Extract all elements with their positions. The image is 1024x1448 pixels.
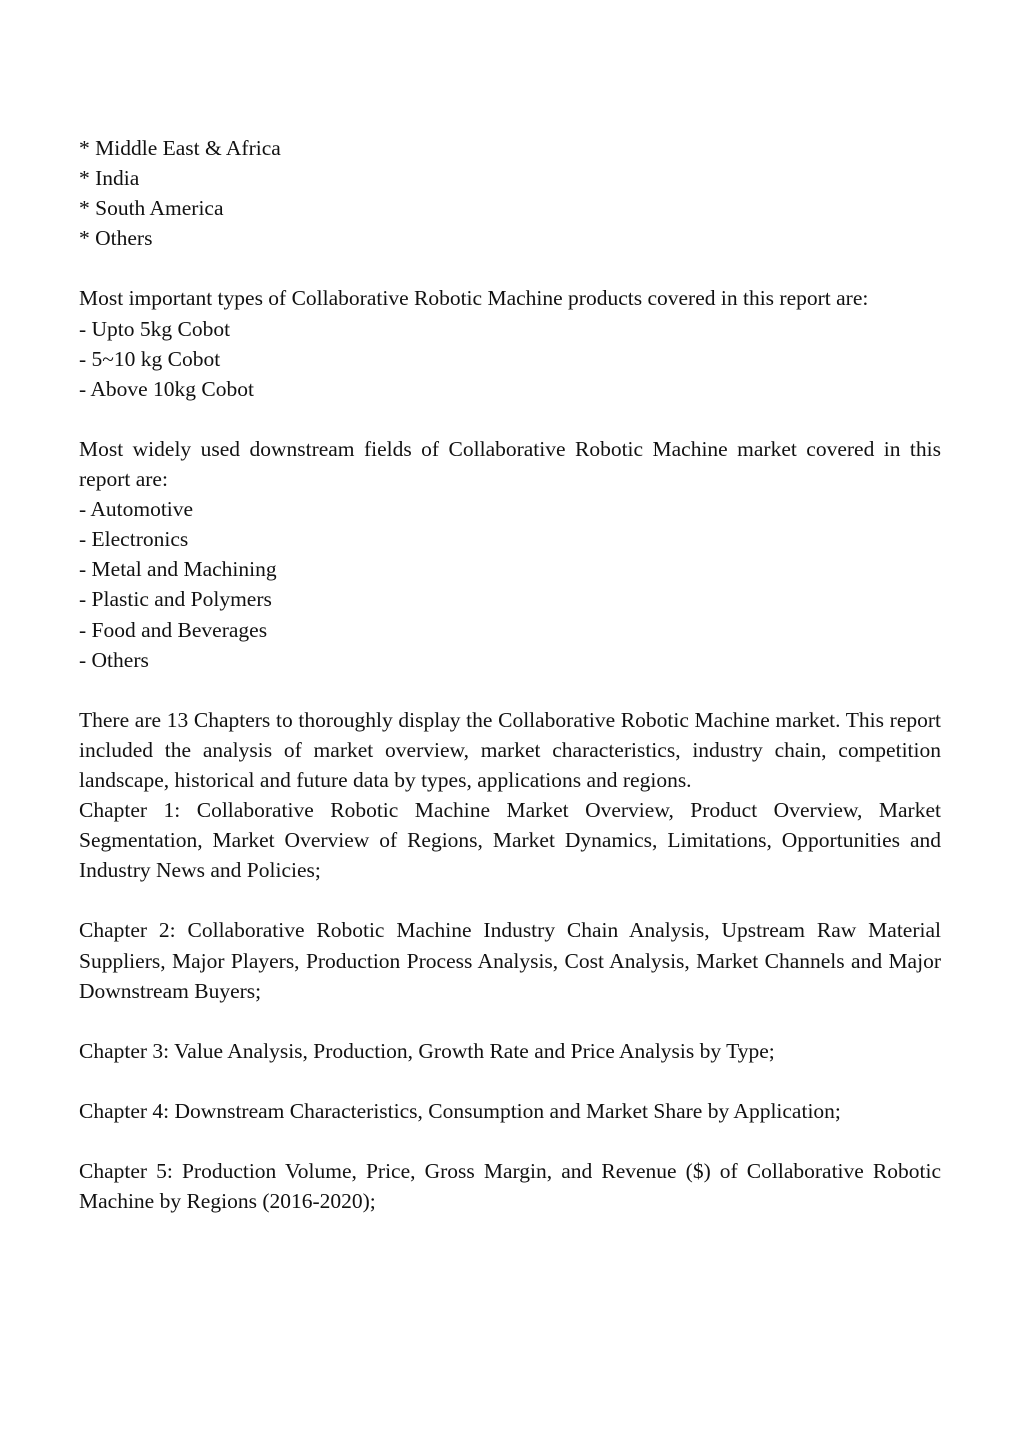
document-page — [79, 133, 941, 1216]
chapter-3: Chapter 3: Value Analysis, Production, Growth Rate and Price Analysis by Type; — [79, 1038, 775, 1063]
list-item: - Food and Beverages — [79, 617, 268, 642]
paragraph-gap — [79, 1066, 941, 1096]
list-item: * South America — [79, 196, 224, 221]
list-item: * India — [79, 166, 140, 191]
paragraph-gap — [79, 675, 941, 705]
list-item: - 5~10 kg Cobot — [79, 346, 221, 371]
list-item: * Middle East & Africa — [79, 136, 281, 160]
list-item: - Automotive — [79, 497, 194, 522]
list-item: - Metal and Machining — [79, 557, 277, 582]
chapter-2: Chapter 2: Collaborative Robotic Machine Industry Chain Analysis, Upstream Raw Material Suppliers, Major Players, Production Process Analysis, Cost Analysis, Market Channels and Major Downstream Buyers; — [79, 918, 941, 1003]
paragraph-gap — [79, 253, 941, 283]
paragraph-gap — [79, 1126, 941, 1156]
chapters-intro: There are 13 Chapters to thoroughly display the Collaborative Robotic Machine market. This report included the analysis of market overview, market characteristics, industry chain, competition landscape, historical and future data by types, applications and regions. — [79, 707, 941, 792]
list-item: - Plastic and Polymers — [79, 587, 272, 612]
types-list — [79, 314, 941, 404]
list-item: * Others — [79, 226, 153, 251]
paragraph-gap — [79, 1006, 941, 1036]
list-item: - Upto 5kg Cobot — [79, 316, 231, 341]
list-item: - Others — [79, 647, 149, 672]
applications-intro: Most widely used downstream fields of Collaborative Robotic Machine market covered in this report are: — [79, 436, 941, 492]
chapter-1: Chapter 1: Collaborative Robotic Machine Market Overview, Product Overview, Market Segmentation, Market Overview of Regions, Market Dynamics, Limitations, Opportunities and Industry News and Policies; — [79, 798, 941, 883]
list-item: - Electronics — [79, 527, 189, 552]
regions-list — [79, 133, 941, 253]
list-item: - Above 10kg Cobot — [79, 376, 254, 401]
paragraph-gap — [79, 885, 941, 915]
chapter-5: Chapter 5: Production Volume, Price, Gross Margin, and Revenue ($) of Collaborative Robotic Machine by Regions (2016-2020); — [79, 1159, 941, 1214]
types-intro: Most important types of Collaborative Robotic Machine products covered in this report are: — [79, 286, 869, 311]
chapter-4: Chapter 4: Downstream Characteristics, Consumption and Market Share by Application; — [79, 1099, 841, 1123]
paragraph-gap — [79, 404, 941, 434]
applications-list — [79, 494, 941, 675]
